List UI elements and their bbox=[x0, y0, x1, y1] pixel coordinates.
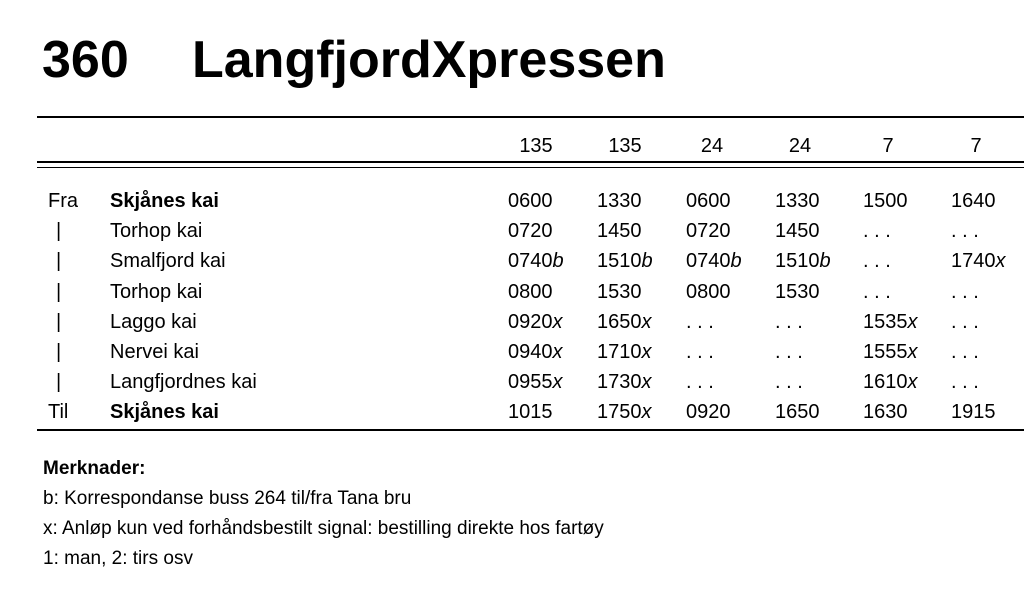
time-value: 0800 bbox=[686, 281, 731, 303]
time-value: 1610 bbox=[863, 371, 908, 393]
time-note-flag: x bbox=[552, 371, 563, 393]
time-value: . . . bbox=[863, 250, 891, 272]
header-rule-upper bbox=[37, 161, 1024, 163]
direction-bar: | bbox=[56, 250, 62, 272]
departure-time bbox=[686, 216, 731, 246]
time-value: 0720 bbox=[686, 220, 731, 242]
stop-name: Skjånes kai bbox=[110, 190, 219, 212]
departure-time bbox=[775, 337, 803, 367]
departure-time bbox=[951, 277, 979, 307]
time-note-flag: b bbox=[819, 250, 831, 272]
stop-name: Langfjordnes kai bbox=[110, 371, 257, 393]
time-value: . . . bbox=[686, 311, 714, 333]
time-value: 1510 bbox=[775, 250, 820, 272]
time-value: 1015 bbox=[508, 401, 553, 423]
time-value: . . . bbox=[686, 341, 714, 363]
time-value: 1330 bbox=[597, 190, 642, 212]
time-value: . . . bbox=[951, 341, 979, 363]
time-value: 0955 bbox=[508, 371, 553, 393]
departure-time bbox=[686, 307, 714, 337]
time-value: . . . bbox=[863, 281, 891, 303]
departure-time bbox=[686, 186, 731, 216]
time-note-flag: x bbox=[907, 371, 918, 393]
time-note-flag: x bbox=[641, 371, 652, 393]
departure-time bbox=[686, 397, 731, 427]
direction-label: Til bbox=[48, 401, 69, 423]
departure-time bbox=[863, 307, 918, 337]
departure-time bbox=[686, 246, 742, 276]
column-header-5: 7 bbox=[882, 135, 894, 157]
stop-name: Torhop kai bbox=[110, 281, 203, 303]
departure-time bbox=[951, 397, 996, 427]
time-value: 1650 bbox=[775, 401, 820, 423]
departure-time bbox=[951, 367, 979, 397]
departure-time bbox=[775, 246, 831, 276]
column-header-6: 7 bbox=[970, 135, 982, 157]
time-value: 1510 bbox=[597, 250, 642, 272]
time-value: 0920 bbox=[508, 311, 553, 333]
departure-time bbox=[775, 397, 820, 427]
route-number: 360 bbox=[42, 31, 129, 89]
time-value: 1535 bbox=[863, 311, 908, 333]
time-note-flag: b bbox=[730, 250, 742, 272]
departure-time bbox=[863, 246, 891, 276]
departure-time bbox=[863, 277, 891, 307]
table-bottom-rule bbox=[37, 429, 1024, 431]
time-note-flag: x bbox=[552, 311, 563, 333]
departure-time bbox=[863, 186, 908, 216]
departure-time bbox=[597, 337, 652, 367]
departure-time bbox=[951, 186, 996, 216]
route-name: LangfjordXpressen bbox=[192, 31, 666, 89]
departure-time bbox=[686, 337, 714, 367]
departure-time bbox=[508, 397, 553, 427]
time-value: 0740 bbox=[686, 250, 731, 272]
page-title bbox=[42, 28, 666, 92]
departure-time bbox=[951, 246, 1006, 276]
direction-bar: | bbox=[56, 311, 62, 333]
time-value: 0800 bbox=[508, 281, 553, 303]
departure-time bbox=[508, 337, 563, 367]
stop-name: Smalfjord kai bbox=[110, 250, 226, 272]
departure-time bbox=[597, 186, 642, 216]
time-value: 0720 bbox=[508, 220, 553, 242]
departure-time bbox=[951, 216, 979, 246]
time-value: 1630 bbox=[863, 401, 908, 423]
stop-name: Laggo kai bbox=[110, 311, 197, 333]
direction-bar: | bbox=[56, 281, 62, 303]
time-value: 1650 bbox=[597, 311, 642, 333]
time-value: 0940 bbox=[508, 341, 553, 363]
time-value: 1915 bbox=[951, 401, 996, 423]
direction-bar: | bbox=[56, 341, 62, 363]
time-value: 1740 bbox=[951, 250, 996, 272]
departure-time bbox=[775, 216, 820, 246]
departure-time bbox=[775, 277, 820, 307]
departure-time bbox=[951, 337, 979, 367]
time-note-flag: x bbox=[995, 250, 1006, 272]
time-note-flag: b bbox=[552, 250, 564, 272]
time-value: . . . bbox=[863, 220, 891, 242]
direction-bar: | bbox=[56, 371, 62, 393]
column-header-1: 135 bbox=[519, 135, 553, 157]
time-value: . . . bbox=[775, 341, 803, 363]
departure-time bbox=[951, 307, 979, 337]
stop-name: Nervei kai bbox=[110, 341, 199, 363]
time-value: 1640 bbox=[951, 190, 996, 212]
departure-time bbox=[686, 367, 714, 397]
time-value: . . . bbox=[951, 220, 979, 242]
time-note-flag: b bbox=[641, 250, 653, 272]
time-value: 1750 bbox=[597, 401, 642, 423]
departure-time bbox=[508, 367, 563, 397]
column-header-4: 24 bbox=[788, 135, 812, 157]
departure-time bbox=[863, 337, 918, 367]
time-value: 1450 bbox=[775, 220, 820, 242]
time-value: . . . bbox=[951, 311, 979, 333]
departure-time bbox=[508, 186, 553, 216]
time-value: 0600 bbox=[508, 190, 553, 212]
direction-bar: | bbox=[56, 220, 62, 242]
departure-time bbox=[597, 397, 652, 427]
departure-time bbox=[863, 367, 918, 397]
departure-time bbox=[775, 186, 820, 216]
departure-time bbox=[597, 277, 642, 307]
note-item: 1: man, 2: tirs osv bbox=[43, 548, 193, 569]
column-header-3: 24 bbox=[700, 135, 724, 157]
departure-time bbox=[508, 307, 563, 337]
departure-time bbox=[508, 277, 553, 307]
time-value: . . . bbox=[951, 281, 979, 303]
time-value: 1450 bbox=[597, 220, 642, 242]
departure-time bbox=[508, 216, 553, 246]
header-rule-lower bbox=[37, 167, 1024, 168]
time-value: 1710 bbox=[597, 341, 642, 363]
notes-title: Merknader: bbox=[43, 458, 146, 479]
time-value: . . . bbox=[686, 371, 714, 393]
departure-time bbox=[775, 367, 803, 397]
time-value: 0740 bbox=[508, 250, 553, 272]
time-note-flag: x bbox=[907, 311, 918, 333]
time-note-flag: x bbox=[552, 341, 563, 363]
stop-name: Torhop kai bbox=[110, 220, 203, 242]
time-value: 1530 bbox=[775, 281, 820, 303]
departure-time bbox=[686, 277, 731, 307]
departure-time bbox=[775, 307, 803, 337]
departure-time bbox=[508, 246, 564, 276]
departure-time bbox=[863, 397, 908, 427]
departure-time bbox=[597, 307, 652, 337]
departure-time bbox=[597, 216, 642, 246]
time-note-flag: x bbox=[907, 341, 918, 363]
time-value: . . . bbox=[951, 371, 979, 393]
departure-time bbox=[863, 216, 891, 246]
note-item: x: Anløp kun ved forhåndsbestilt signal: bestilling direkte hos fartøy bbox=[43, 518, 604, 539]
time-value: 1500 bbox=[863, 190, 908, 212]
time-value: 0920 bbox=[686, 401, 731, 423]
time-note-flag: x bbox=[641, 341, 652, 363]
note-item: b: Korrespondanse buss 264 til/fra Tana bru bbox=[43, 488, 412, 509]
time-value: 1555 bbox=[863, 341, 908, 363]
table-top-rule bbox=[37, 116, 1024, 118]
time-value: 1730 bbox=[597, 371, 642, 393]
time-note-flag: x bbox=[641, 401, 652, 423]
time-note-flag: x bbox=[641, 311, 652, 333]
time-value: 1330 bbox=[775, 190, 820, 212]
time-value: . . . bbox=[775, 311, 803, 333]
time-value: . . . bbox=[775, 371, 803, 393]
stop-name: Skjånes kai bbox=[110, 401, 219, 423]
departure-time bbox=[597, 367, 652, 397]
time-value: 1530 bbox=[597, 281, 642, 303]
time-value: 0600 bbox=[686, 190, 731, 212]
column-header-2: 135 bbox=[608, 135, 642, 157]
direction-label: Fra bbox=[48, 190, 78, 212]
departure-time bbox=[597, 246, 653, 276]
